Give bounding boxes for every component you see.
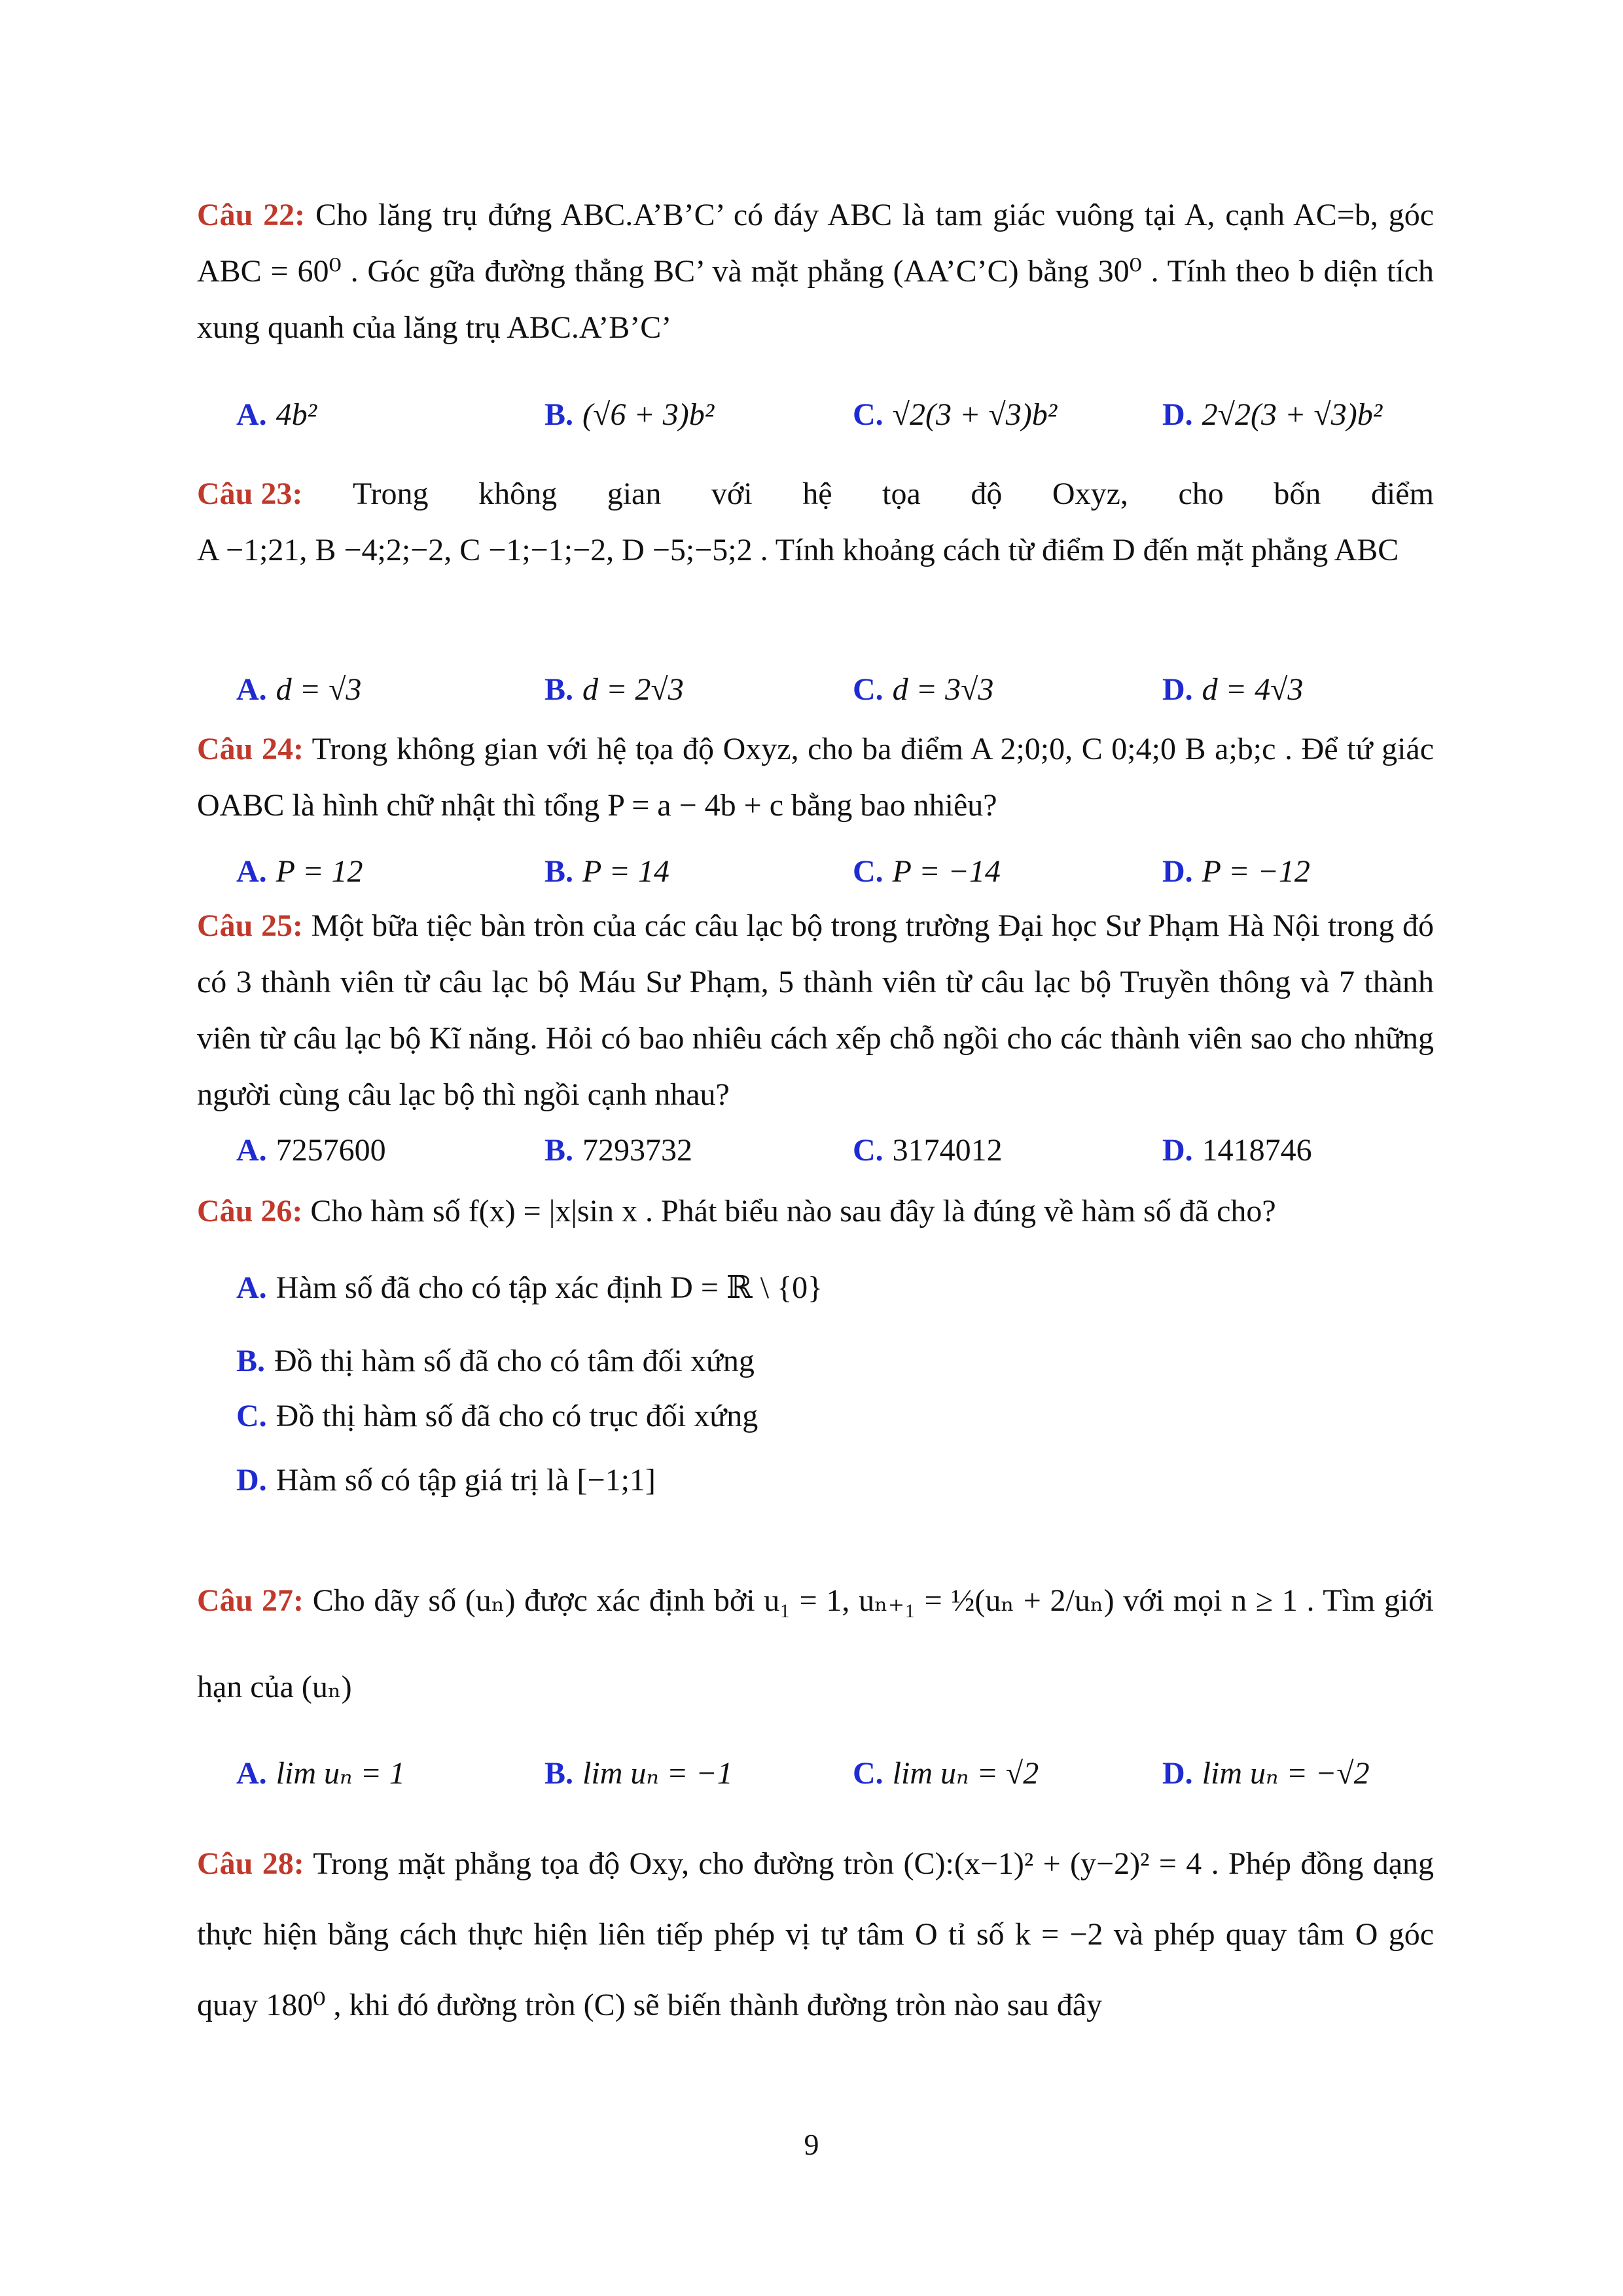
question-24-text: Trong không gian với hệ tọa độ Oxyz, cho ba điểm A 2;0;0, C 0;4;0 B a;b;c . Để tứ giác OABC là hình chữ nhật thì tổng P = a − 4b + c bằng bao nhiêu? bbox=[197, 732, 1435, 823]
answer-25-c[interactable]: C. 3174012 bbox=[853, 1133, 1003, 1168]
answer-26-a[interactable]: A. Hàm số đã cho có tập xác định D = ℝ \ {0} bbox=[236, 1270, 823, 1305]
answer-24-d[interactable]: D. P = −12 bbox=[1162, 854, 1310, 889]
answer-23-c[interactable]: C. d = 3√3 bbox=[853, 672, 994, 707]
answer-24-c[interactable]: C. P = −14 bbox=[853, 854, 1001, 889]
answer-22-b[interactable]: B. (√6 + 3)b² bbox=[544, 397, 715, 432]
question-24-label: Câu 24: bbox=[197, 732, 304, 766]
answer-27-c[interactable]: C. lim uₙ = √2 bbox=[853, 1756, 1039, 1791]
question-27 bbox=[197, 1558, 1434, 1731]
answer-25-a[interactable]: A. 7257600 bbox=[236, 1133, 386, 1168]
question-27-text: Cho dãy số (uₙ) được xác định bởi u₁ = 1, uₙ₊₁ = ½(uₙ + 2/uₙ) với mọi n ≥ 1 . Tìm giới hạn của (uₙ) bbox=[197, 1583, 1435, 1704]
question-22-text: Cho lăng trụ đứng ABC.A’B’C’ có đáy ABC là tam giác vuông tại A, cạnh AC=b, góc ABC = 60⁰ . Góc gữa đường thẳng BC’ và mặt phẳng (AA’C’C) bằng 30⁰ . Tính theo b diện tích xung quanh của lăng trụ ABC.A’B’C’ bbox=[197, 198, 1434, 345]
answer-27-a[interactable]: A. lim uₙ = 1 bbox=[236, 1756, 405, 1791]
question-25-label: Câu 25: bbox=[197, 908, 303, 943]
page-number: 9 bbox=[804, 2128, 819, 2161]
answer-22-a[interactable]: A. 4b² bbox=[236, 397, 317, 432]
question-28 bbox=[197, 1829, 1434, 2041]
answer-24-b[interactable]: B. P = 14 bbox=[544, 854, 669, 889]
question-27-label: Câu 27: bbox=[197, 1583, 304, 1618]
question-22-label: Câu 22: bbox=[197, 198, 306, 232]
answer-26-b[interactable]: B. Đồ thị hàm số đã cho có tâm đối xứng bbox=[236, 1344, 755, 1378]
answer-23-b[interactable]: B. d = 2√3 bbox=[544, 672, 684, 707]
answer-23-a[interactable]: A. d = √3 bbox=[236, 672, 362, 707]
question-25-text: Một bữa tiệc bàn tròn của các câu lạc bộ trong trường Đại học Sư Phạm Hà Nội trong đó có 3 thành viên từ câu lạc bộ Máu Sư Phạm, 5 thành viên từ câu lạc bộ Truyền thông và 7 thành viên từ câu lạc bộ Kĩ năng. Hỏi có bao nhiêu cách xếp chỗ ngồi cho các thành viên sao cho những người cùng câu lạc bộ thì ngồi cạnh nhau? bbox=[197, 908, 1435, 1112]
question-28-label: Câu 28: bbox=[197, 1846, 304, 1881]
answer-22-c[interactable]: C. √2(3 + √3)b² bbox=[853, 397, 1058, 432]
answer-25-b[interactable]: B. 7293732 bbox=[544, 1133, 693, 1168]
question-23 bbox=[197, 466, 1434, 579]
question-23-first-line: Câu 23: Trong không gian với hệ tọa độ Oxyz, cho bốn điểm bbox=[197, 466, 1434, 522]
question-28-text: Trong mặt phẳng tọa độ Oxy, cho đường tròn (C):(x−1)² + (y−2)² = 4 . Phép đồng dạng thực hiện bằng cách thực hiện liên tiếp phép vị tự tâm O tỉ số k = −2 và phép quay tâm O góc quay 180⁰ , khi đó đường tròn (C) sẽ biến thành đường tròn nào sau đây bbox=[197, 1846, 1435, 2022]
question-22 bbox=[197, 187, 1434, 356]
answer-27-d[interactable]: D. lim uₙ = −√2 bbox=[1162, 1756, 1370, 1791]
question-23-label: Câu 23: bbox=[197, 476, 303, 511]
answer-22-d[interactable]: D. 2√2(3 + √3)b² bbox=[1162, 397, 1383, 432]
question-24 bbox=[197, 721, 1434, 834]
answer-24-a[interactable]: A. P = 12 bbox=[236, 854, 363, 889]
question-26 bbox=[197, 1183, 1434, 1240]
answer-26-c[interactable]: C. Đồ thị hàm số đã cho có trục đối xứng bbox=[236, 1399, 758, 1433]
question-26-text: Cho hàm số f(x) = |x|sin x . Phát biểu nào sau đây là đúng về hàm số đã cho? bbox=[310, 1194, 1276, 1229]
question-25 bbox=[197, 898, 1434, 1123]
answer-26-d[interactable]: D. Hàm số có tập giá trị là [−1;1] bbox=[236, 1463, 656, 1498]
answer-25-d[interactable]: D. 1418746 bbox=[1162, 1133, 1312, 1168]
answer-27-b[interactable]: B. lim uₙ = −1 bbox=[544, 1756, 733, 1791]
question-23-text: A −1;21, B −4;2;−2, C −1;−1;−2, D −5;−5;2 . Tính khoảng cách từ điểm D đến mặt phẳng ABC bbox=[197, 533, 1399, 567]
answer-23-d[interactable]: D. d = 4√3 bbox=[1162, 672, 1304, 707]
question-26-label: Câu 26: bbox=[197, 1194, 303, 1229]
